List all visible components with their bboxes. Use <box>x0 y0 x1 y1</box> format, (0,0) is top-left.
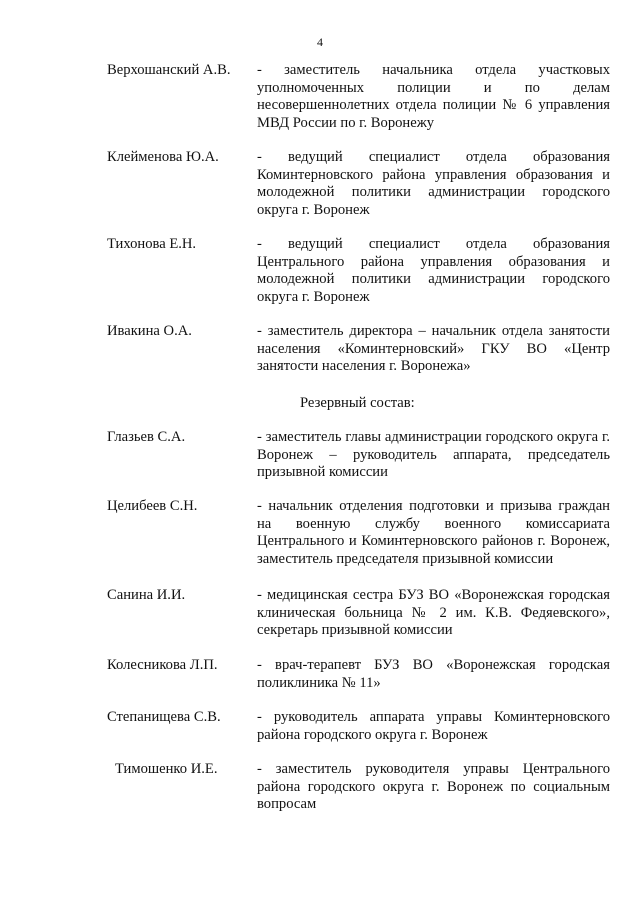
reserve-member-name: Глазьев С.А. <box>107 429 186 445</box>
member-description: - заместитель начальника отдела участковых уполномоченных полиции и по делам несовершеннолетних отдела полиции № 6 управления МВД России по г. Воронежу <box>257 62 610 131</box>
reserve-member-description: - руководитель аппарата управы Коминтерновского района городского округа г. Воронеж <box>257 709 610 743</box>
reserve-member-name: Колесникова Л.П. <box>107 657 218 673</box>
member-description: - ведущий специалист отдела образования Коминтерновского района управления образования и молодежной политики администрации городского округа г. Воронеж <box>257 149 610 218</box>
member-name: Тихонова Е.Н. <box>107 236 197 252</box>
member-name: Ивакина О.А. <box>107 323 192 339</box>
reserve-member-name: Санина И.И. <box>107 587 186 603</box>
member-description: - ведущий специалист отдела образования Центрального района управления образования и молодежной политики администрации городского округа г. Воронеж <box>257 236 610 305</box>
page-number: 4 <box>317 35 323 49</box>
reserve-member-description: - врач-терапевт БУЗ ВО «Воронежская городская поликлиника № 11» <box>257 657 610 691</box>
reserve-member-description: - заместитель главы администрации городского округа г. Воронеж – руководитель аппарата, председатель призывной комиссии <box>257 429 610 480</box>
reserve-member-name: Целибеев С.Н. <box>107 498 198 514</box>
member-name: Верхошанский А.В. <box>107 62 231 78</box>
reserve-member-description: - начальник отделения подготовки и призыва граждан на военную службу военного комиссариата Центрального и Коминтерновского районов г. Воронеж, заместитель председателя призывной комиссии <box>257 498 610 567</box>
reserve-member-name: Степанищева С.В. <box>107 709 221 725</box>
reserve-heading: Резервный состав: <box>300 395 415 411</box>
reserve-member-description: - заместитель руководителя управы Центрального района городского округа г. Воронеж по социальным вопросам <box>257 761 610 812</box>
reserve-member-description: - медицинская сестра БУЗ ВО «Воронежская городская клиническая больница № 2 им. К.В. Федяевского», секретарь призывной комиссии <box>257 587 610 638</box>
member-name: Клейменова Ю.А. <box>107 149 219 165</box>
member-description: - заместитель директора – начальник отдела занятости населения «Коминтерновский» ГКУ ВО «Центр занятости населения г. Воронежа» <box>257 323 610 374</box>
reserve-member-name: Тимошенко И.Е. <box>115 761 218 777</box>
